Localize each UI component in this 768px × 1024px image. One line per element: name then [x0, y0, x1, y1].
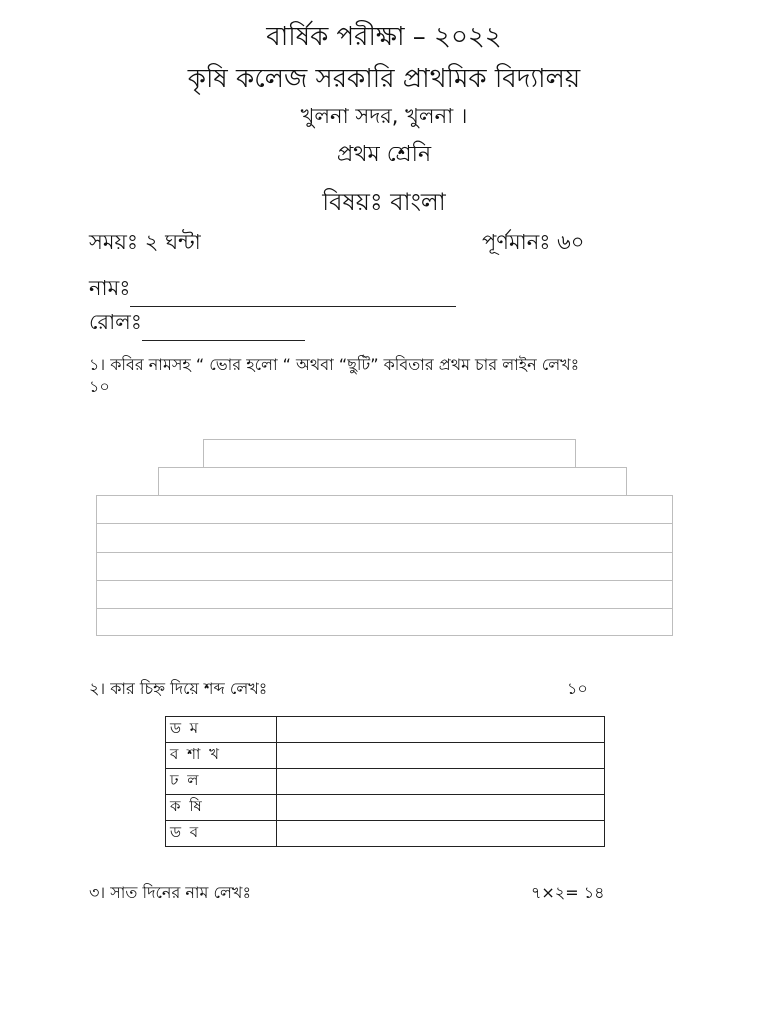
school-location: খুলনা সদর, খুলনা ।	[300, 104, 468, 128]
answer-cell[interactable]	[277, 717, 605, 743]
writing-line[interactable]	[96, 495, 673, 524]
question-1	[89, 354, 649, 398]
table-row	[166, 717, 605, 743]
roll-row	[89, 306, 305, 341]
writing-line[interactable]	[96, 523, 673, 553]
question-3-text: ৩। সাত দিনের নাম লেখঃ	[89, 883, 251, 902]
word-cell: ক ষি	[166, 795, 277, 821]
table-row	[166, 769, 605, 795]
answer-cell[interactable]	[277, 769, 605, 795]
question-2-text: ২। কার চিহ্ন দিয়ে শব্দ লেখঃ	[89, 679, 268, 698]
word-table	[165, 716, 605, 847]
full-marks: পূর্ণমানঃ ৬০	[482, 230, 585, 254]
question-2-marks: ১০	[567, 679, 588, 698]
table-row	[166, 821, 605, 847]
answer-cell[interactable]	[277, 743, 605, 769]
question-1-marks: ১০	[89, 377, 110, 396]
question-1-text: ১। কবির নামসহ “ ভোর হলো “ অথবা “ছুটি” কবিতার প্রথম চার লাইন লেখঃ	[89, 355, 580, 374]
writing-line[interactable]	[203, 439, 576, 469]
writing-line[interactable]	[158, 467, 627, 497]
answer-cell[interactable]	[277, 795, 605, 821]
name-label: নামঃ	[89, 276, 131, 300]
question-3-marks: ৭×২= ১৪	[531, 883, 605, 902]
roll-label: রোলঃ	[89, 310, 143, 334]
exam-duration: সময়ঃ ২ ঘন্টা	[89, 230, 201, 254]
exam-title: বার্ষিক পরীক্ষা – ২০২২	[266, 22, 502, 52]
name-row	[89, 272, 456, 307]
table-row	[166, 795, 605, 821]
class-name: প্রথম শ্রেনি	[336, 142, 432, 167]
word-cell: ড ম	[166, 717, 277, 743]
writing-line[interactable]	[96, 608, 673, 636]
word-cell: ড ব	[166, 821, 277, 847]
name-blank[interactable]	[130, 284, 456, 307]
roll-blank[interactable]	[142, 318, 305, 341]
writing-line[interactable]	[96, 552, 673, 581]
table-row	[166, 743, 605, 769]
subject-name: বিষয়ঃ বাংলা	[322, 188, 446, 216]
answer-cell[interactable]	[277, 821, 605, 847]
word-cell: ঢ ল	[166, 769, 277, 795]
school-name: কৃষি কলেজ সরকারি প্রাথমিক বিদ্যালয়	[187, 64, 581, 94]
writing-line[interactable]	[96, 580, 673, 609]
word-cell: ব শা খ	[166, 743, 277, 769]
